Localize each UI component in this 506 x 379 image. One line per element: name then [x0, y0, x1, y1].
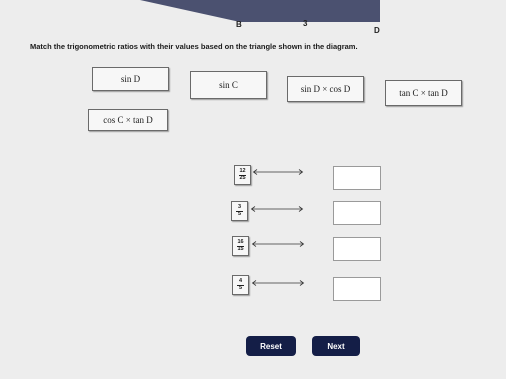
option-tan-c-times-tan-d[interactable]: tan C × tan D [385, 80, 462, 106]
fraction-16-15 [232, 236, 249, 256]
fraction-4-5 [232, 275, 249, 295]
instructions-text: Match the trigonometric ratios with their values based on the triangle shown in the diagram. [30, 42, 358, 51]
option-sin-d-times-cos-d[interactable]: sin D × cos D [287, 76, 364, 102]
side-length-label: 3 [303, 19, 308, 28]
left-right-arrow-icon [252, 168, 304, 176]
vertex-b-label: B [236, 20, 242, 29]
drop-target-2[interactable] [333, 201, 381, 225]
fraction-denominator: 5 [238, 284, 243, 291]
vertex-d-label: D [374, 26, 380, 35]
fraction-numerator: 3 [237, 204, 242, 211]
left-right-arrow-icon [251, 240, 305, 248]
option-cos-c-times-tan-d[interactable]: cos C × tan D [88, 109, 168, 131]
option-sin-d[interactable]: sin D [92, 67, 169, 91]
reset-button[interactable]: Reset [246, 336, 296, 356]
triangle-diagram [0, 0, 506, 34]
left-right-arrow-icon [251, 279, 305, 287]
next-button[interactable]: Next [312, 336, 360, 356]
fraction-numerator: 12 [239, 168, 246, 175]
fraction-denominator: 5 [237, 210, 242, 217]
fraction-3-5 [231, 201, 248, 221]
fraction-denominator: 15 [237, 245, 244, 252]
left-right-arrow-icon [250, 205, 304, 213]
drop-target-1[interactable] [333, 166, 381, 190]
drop-target-3[interactable] [333, 237, 381, 261]
fraction-denominator: 25 [239, 174, 246, 181]
fraction-12-25 [234, 165, 251, 185]
drop-target-4[interactable] [333, 277, 381, 301]
fraction-numerator: 16 [237, 239, 244, 246]
option-sin-c[interactable]: sin C [190, 71, 267, 99]
fraction-numerator: 4 [238, 278, 243, 285]
